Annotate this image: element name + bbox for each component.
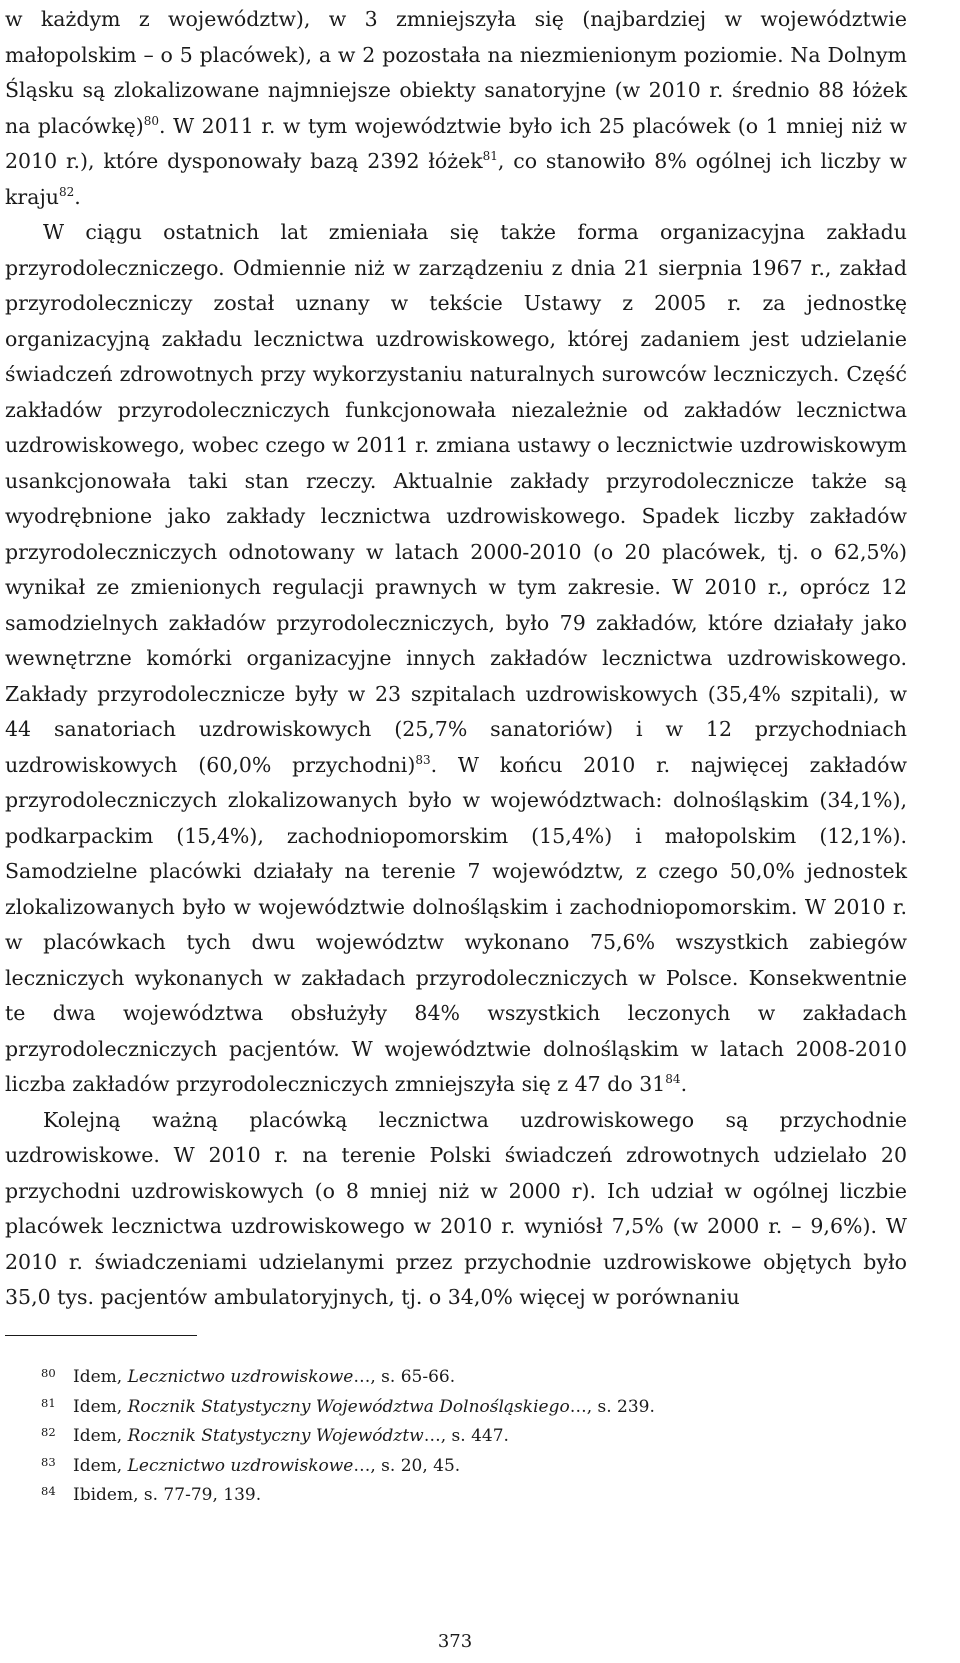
page	[5, 0, 907, 1316]
paragraph-1-text-c: , co stanowiło 8% ogólnej ich liczby w kraju	[5, 149, 907, 209]
footnote-ref-83[interactable]: 83	[415, 752, 431, 767]
paragraph-2-text-c: .	[680, 1072, 688, 1096]
paragraph-2-text-b: . W końcu 2010 r. najwięcej zakładów przyrodoleczniczych zlokalizowanych było w województwach: dolnośląskim (34,1%), podkarpackim (15,4%), zachodniopomorskim (15,4%) i małopolskim (12,1%). Samodzielne placówki działały na terenie 7 województw, z czego 50,0% jednostek zlokalizowanych było w województwie dolnośląskim i zachodniopomorskim. W 2010 r. w placówkach tych dwu województw wykonano 75,6% wszystkich zabiegów leczniczych wykonanych w zakładach przyrodoleczniczych w Polsce. Konsekwentnie te dwa województwa obsłużyły 84% wszystkich leczonych w zakładach przyrodoleczniczych pacjentów. W województwie dolnośląskim w latach 2008-2010 liczba zakładów przyrodoleczniczych zmniejszyła się z 47 do 31	[5, 752, 907, 1096]
footnote-ref-81[interactable]: 81	[482, 149, 498, 164]
footnote-title: Rocznik Statystyczny Województwa Dolnośląskiego	[127, 1396, 570, 1417]
footnote-author: Idem,	[73, 1367, 128, 1387]
footnote-81	[5, 1393, 907, 1423]
paragraph-2-text-a: W ciągu ostatnich lat zmieniała się także forma organizacyjna zakładu przyrodoleczniczego. Odmiennie niż w zarządzeniu z dnia 21 sierpnia 1967 r., zakład przyrodoleczniczy został uznany w tekście Ustawy z 2005 r. za jednostkę organizacyjną zakładu lecznictwa uzdrowiskowego, której zadaniem jest udzielanie świadczeń zdrowotnych przy wykorzystaniu naturalnych surowców leczniczych. Część zakładów przyrodoleczniczych funkcjonowała niezależnie od zakładów lecznictwa uzdrowiskowego, wobec czego w 2011 r. zmiana ustawy o lecznictwie uzdrowiskowym usankcjonowała taki stan rzeczy. Aktualnie zakłady przyrodolecznicze także są wyodrębnione jako zakłady lecznictwa uzdrowiskowego. Spadek liczby zakładów przyrodoleczniczych odnotowany w latach 2000-2010 (o 20 placówek, tj. o 62,5%) wynikał ze zmienionych regulacji prawnych w tym zakresie. W 2010 r., oprócz 12 samodzielnych zakładów przyrodoleczniczych, było 79 zakładów, które działały jako wewnętrzne komórki organizacyjne innych zakładów lecznictwa uzdrowiskowego. Zakłady przyrodolecznicze były w 23 szpitalach uzdrowiskowych (35,4% szpitali), w 44 sanatoriach uzdrowiskowych (25,7% sanatoriów) i w 12 przychodniach uzdrowiskowych (60,0% przychodni)	[5, 220, 907, 777]
footnote-author: Ibidem, s. 77-79, 139.	[73, 1485, 262, 1505]
footnote-title: Lecznictwo uzdrowiskowe	[127, 1367, 354, 1387]
footnote-author: Idem,	[73, 1455, 128, 1476]
footnote-number: 84	[41, 1484, 56, 1498]
page-number: 373	[437, 1631, 473, 1652]
footnote-number: 80	[41, 1366, 56, 1380]
footnote-number: 83	[41, 1454, 56, 1469]
footnote-title: Lecznictwo uzdrowiskowe	[127, 1455, 354, 1476]
footnote-pages: …, s. 239.	[569, 1396, 655, 1417]
paragraph-1-text-b: . W 2011 r. w tym województwie było ich 25 placówek (o 1 mniej niż w 2010 r.), które dysponowały bazą 2392 łóżek	[5, 113, 907, 173]
paragraph-3	[5, 1103, 907, 1316]
body-text	[5, 2, 907, 1316]
footnote-82	[5, 1422, 907, 1452]
footnote-ref-84[interactable]: 84	[665, 1072, 681, 1087]
footnote-pages: …, s. 20, 45.	[353, 1455, 461, 1476]
footnote-number: 82	[41, 1425, 56, 1439]
footnote-ref-80[interactable]: 80	[143, 113, 160, 128]
footnote-number: 81	[41, 1395, 56, 1410]
paragraph-1-text-a: w każdym z województw), w 3 zmniejszyła się (najbardziej w województwie małopolskim – o 5 placówek), a w 2 pozostała na niezmienionym poziomie. Na Dolnym Śląsku są zlokalizowane najmniejsze obiekty sanatoryjne (w 2010 r. średnio 88 łóżek na placówkę)	[5, 7, 907, 138]
footnote-author: Idem,	[73, 1426, 128, 1446]
footnote-84	[5, 1481, 907, 1511]
footnote-80	[5, 1363, 907, 1393]
footnote-pages: …, s. 447.	[423, 1426, 509, 1446]
footnote-title: Rocznik Statystyczny Województw	[127, 1426, 424, 1446]
footnote-83	[5, 1452, 907, 1482]
paragraph-1	[5, 2, 907, 215]
paragraph-3-text: Kolejną ważną placówką lecznictwa uzdrowiskowego są przychodnie uzdrowiskowe. W 2010 r. na terenie Polski świadczeń zdrowotnych udzielało 20 przychodni uzdrowiskowych (o 8 mniej niż w 2000 r). Ich udział w ogólnej liczbie placówek lecznictwa uzdrowiskowego w 2010 r. wyniósł 7,5% (w 2000 r. – 9,6%). W 2010 r. świadczeniami udzielanymi przez przychodnie uzdrowiskowe objętych było 35,0 tys. pacjentów ambulatoryjnych, tj. o 34,0% więcej w porównaniu	[5, 1107, 907, 1309]
footnote-ref-82[interactable]: 82	[59, 184, 75, 199]
paragraph-1-text-d: .	[74, 184, 81, 209]
footnotes	[5, 1363, 907, 1511]
footnote-separator	[5, 1335, 197, 1336]
footnote-pages: …, s. 65-66.	[353, 1367, 456, 1387]
paragraph-2	[5, 215, 907, 1103]
footnote-author: Idem,	[73, 1396, 128, 1417]
